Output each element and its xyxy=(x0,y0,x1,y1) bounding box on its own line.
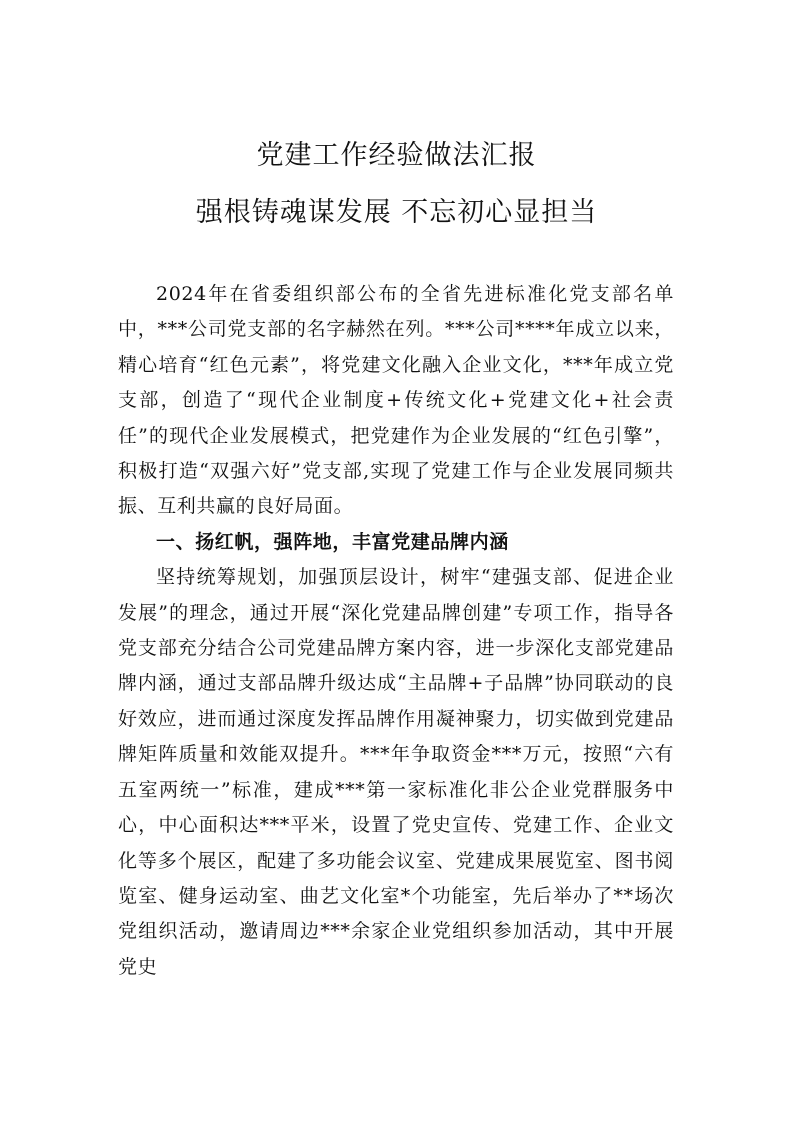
section-paragraph: 坚持统筹规划，加强顶层设计，树牢“建强支部、促进企业发展”的理念，通过开展“深化党建品牌创建”专项工作，指导各党支部充分结合公司党建品牌方案内容，进一步深化支部党建品牌内涵，通过支部品牌升级达成“主品牌+子品牌”协同联动的良好效应，进而通过深度发挥品牌作用凝神聚力，切实做到党建品牌矩阵质量和效能双提升。***年争取资金***万元，按照“六有五室两统一”标准，建成***第一家标准化非公企业党群服务中心，中心面积达***平米，设置了党史宣传、党建工作、企业文化等多个展区，配建了多功能会议室、党建成果展览室、图书阅览室、健身运动室、曲艺文化室*个功能室，先后举办了**场次党组织活动，邀请周边***余家企业党组织参加活动，其中开展党史 xyxy=(118,566,674,978)
section-heading: 一、扬红帆，强阵地，丰富党建品牌内涵 xyxy=(156,530,509,553)
document-title: 党建工作经验做法汇报 xyxy=(256,140,537,171)
document-subtitle: 强根铸魂谋发展 不忘初心显担当 xyxy=(195,197,598,228)
document-body xyxy=(118,277,674,985)
intro-paragraph: 2024年在省委组织部公布的全省先进标准化党支部名单中，***公司党支部的名字赫然在列。***公司****年成立以来，精心培育“红色元素”，将党建文化融入企业文化，***年成立党支部，创造了“现代企业制度+传统文化+党建文化+社会责任”的现代企业发展模式，把党建作为企业发展的“红色引擎”，积极打造“双强六好”党支部,实现了党建工作与企业发展同频共振、互利共赢的良好局面。 xyxy=(118,283,674,518)
